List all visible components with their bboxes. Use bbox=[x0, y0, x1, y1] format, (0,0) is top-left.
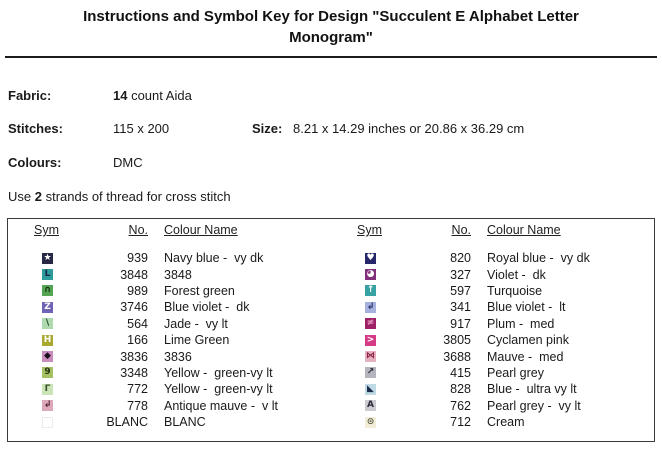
key-row bbox=[331, 266, 654, 282]
title-divider bbox=[5, 56, 657, 58]
colour-number: 597 bbox=[450, 283, 471, 298]
colour-number: 3348 bbox=[120, 365, 148, 380]
symbol-swatch: A bbox=[365, 400, 376, 411]
colour-name: Turquoise bbox=[487, 283, 543, 298]
symbol-swatch: ↗ bbox=[366, 367, 375, 378]
colour-name: Blue violet - lt bbox=[487, 300, 566, 315]
colour-name: Blue violet - dk bbox=[164, 300, 250, 315]
fabric-value bbox=[113, 88, 192, 103]
strands-prefix: Use bbox=[8, 189, 35, 204]
colours-label: Colours: bbox=[8, 155, 62, 170]
symbol-cell bbox=[8, 351, 78, 362]
symbol-cell bbox=[331, 285, 401, 296]
colour-name: Jade - vy lt bbox=[164, 316, 228, 331]
colour-number: 327 bbox=[450, 267, 471, 282]
colour-name: 3836 bbox=[164, 349, 192, 364]
colour-name: Yellow - green-vy lt bbox=[164, 365, 273, 380]
symbol-cell bbox=[331, 302, 401, 313]
key-row bbox=[331, 283, 654, 299]
key-header bbox=[8, 223, 331, 240]
size-label: Size: bbox=[252, 121, 283, 136]
symbol-cell bbox=[331, 335, 401, 346]
symbol-cell bbox=[8, 335, 78, 346]
symbol-swatch: ◕ bbox=[366, 269, 375, 280]
symbol-swatch: ◣ bbox=[365, 384, 376, 395]
symbol-swatch: ♥ bbox=[366, 252, 375, 263]
fabric-rest: count Aida bbox=[127, 88, 192, 103]
key-row bbox=[331, 365, 654, 381]
symbol-swatch: L bbox=[42, 269, 53, 280]
key-row bbox=[331, 381, 654, 397]
symbol-swatch: ≠ bbox=[366, 318, 375, 329]
key-row bbox=[331, 398, 654, 414]
colour-number: 415 bbox=[450, 365, 471, 380]
strands-count: 2 bbox=[34, 189, 42, 204]
key-rows bbox=[331, 250, 654, 430]
symbol-swatch: ⊙ bbox=[366, 416, 375, 427]
colour-number: 989 bbox=[127, 283, 148, 298]
sym-header: Sym bbox=[34, 223, 59, 237]
key-row bbox=[8, 250, 331, 266]
symbol-swatch: ⋈ bbox=[366, 351, 375, 362]
colour-number: BLANC bbox=[106, 415, 148, 430]
colour-number: 3836 bbox=[120, 349, 148, 364]
page-title: Instructions and Symbol Key for Design "Succulent E Alphabet Letter Monogram" bbox=[83, 8, 579, 46]
symbol-swatch: > bbox=[366, 334, 375, 345]
colour-number: 3805 bbox=[443, 333, 471, 348]
colour-name: 3848 bbox=[164, 267, 192, 282]
key-row bbox=[8, 381, 331, 397]
colours-value: DMC bbox=[113, 155, 143, 170]
key-row bbox=[8, 365, 331, 381]
colour-name: Blue - ultra vy lt bbox=[487, 382, 577, 397]
stitches-label: Stitches: bbox=[8, 121, 63, 136]
key-header bbox=[331, 223, 654, 240]
colour-name: Antique mauve - v lt bbox=[164, 398, 278, 413]
fabric-label: Fabric: bbox=[8, 88, 52, 103]
fabric-count: 14 bbox=[113, 88, 128, 103]
symbol-swatch: ↲ bbox=[366, 301, 375, 312]
symbol-cell bbox=[8, 367, 78, 378]
symbol-cell bbox=[331, 367, 401, 378]
colour-number: 917 bbox=[450, 316, 471, 331]
symbol-cell bbox=[8, 302, 78, 313]
symbol-swatch: ∩ bbox=[43, 285, 52, 296]
colour-name: Royal blue - vy dk bbox=[487, 251, 590, 266]
colour-number: 166 bbox=[127, 333, 148, 348]
symbol-cell bbox=[8, 269, 78, 280]
key-right-column bbox=[331, 219, 654, 441]
colour-name: Navy blue - vy dk bbox=[164, 251, 264, 266]
symbol-swatch: 9 bbox=[42, 367, 53, 378]
symbol-cell bbox=[8, 253, 78, 264]
colour-number: 3688 bbox=[443, 349, 471, 364]
key-row bbox=[331, 332, 654, 348]
symbol-swatch: Z bbox=[42, 302, 53, 313]
sym-header: Sym bbox=[357, 223, 382, 237]
symbol-swatch bbox=[42, 417, 53, 428]
colour-name-header: Colour Name bbox=[487, 223, 561, 237]
key-row bbox=[8, 299, 331, 315]
colour-name: Yellow - green-vy lt bbox=[164, 382, 273, 397]
symbol-key-table bbox=[7, 218, 655, 442]
colour-name: Pearl grey bbox=[487, 365, 544, 380]
symbol-swatch: ↑ bbox=[366, 285, 375, 296]
colour-name: Pearl grey - vy lt bbox=[487, 398, 581, 413]
colour-number: 939 bbox=[127, 251, 148, 266]
key-rows bbox=[8, 250, 331, 430]
symbol-cell bbox=[331, 253, 401, 264]
strands-suffix: strands of thread for cross stitch bbox=[41, 189, 231, 204]
symbol-cell bbox=[331, 269, 401, 280]
key-row bbox=[8, 398, 331, 414]
colour-number: 772 bbox=[127, 382, 148, 397]
colour-name: Forest green bbox=[164, 283, 235, 298]
key-row bbox=[8, 348, 331, 364]
colour-name: Mauve - med bbox=[487, 349, 564, 364]
colour-number: 778 bbox=[127, 398, 148, 413]
symbol-cell bbox=[331, 351, 401, 362]
colour-number: 564 bbox=[127, 316, 148, 331]
colour-number: 3746 bbox=[120, 300, 148, 315]
symbol-cell bbox=[8, 400, 78, 411]
symbol-swatch: ↲ bbox=[43, 400, 52, 411]
colour-name: Lime Green bbox=[164, 333, 230, 348]
colour-name: BLANC bbox=[164, 415, 206, 430]
symbol-swatch: H bbox=[43, 334, 52, 345]
symbol-swatch: ◆ bbox=[42, 351, 53, 362]
key-row bbox=[331, 316, 654, 332]
key-row bbox=[8, 283, 331, 299]
stitches-value: 115 x 200 bbox=[113, 121, 170, 136]
key-row bbox=[8, 266, 331, 282]
colour-number: 712 bbox=[450, 415, 471, 430]
symbol-cell bbox=[331, 318, 401, 329]
key-left-column bbox=[8, 219, 331, 441]
key-row bbox=[331, 414, 654, 430]
colour-number: 341 bbox=[450, 300, 471, 315]
colour-number: 3848 bbox=[120, 267, 148, 282]
symbol-swatch: Γ bbox=[42, 384, 53, 395]
key-row bbox=[331, 299, 654, 315]
symbol-swatch: ★ bbox=[43, 252, 52, 263]
symbol-cell bbox=[331, 384, 401, 395]
symbol-cell bbox=[8, 285, 78, 296]
colour-name: Violet - dk bbox=[487, 267, 546, 282]
symbol-cell bbox=[331, 417, 401, 428]
symbol-swatch: \ bbox=[42, 318, 53, 329]
symbol-cell bbox=[8, 417, 78, 428]
colour-number: 762 bbox=[450, 398, 471, 413]
key-row bbox=[331, 250, 654, 266]
colour-name: Cream bbox=[487, 415, 525, 430]
size-value: 8.21 x 14.29 inches or 20.86 x 36.29 cm bbox=[293, 121, 525, 136]
no-header: No. bbox=[128, 223, 148, 237]
key-row bbox=[331, 348, 654, 364]
colour-name: Plum - med bbox=[487, 316, 555, 331]
key-row bbox=[8, 332, 331, 348]
no-header: No. bbox=[451, 223, 471, 237]
colour-number: 820 bbox=[450, 251, 471, 266]
colour-name-header: Colour Name bbox=[164, 223, 238, 237]
symbol-cell bbox=[8, 318, 78, 329]
symbol-cell bbox=[331, 400, 401, 411]
key-row bbox=[8, 316, 331, 332]
colour-number: 828 bbox=[450, 382, 471, 397]
symbol-cell bbox=[8, 384, 78, 395]
key-row bbox=[8, 414, 331, 430]
colour-name: Cyclamen pink bbox=[487, 333, 569, 348]
strands-note bbox=[8, 189, 231, 204]
